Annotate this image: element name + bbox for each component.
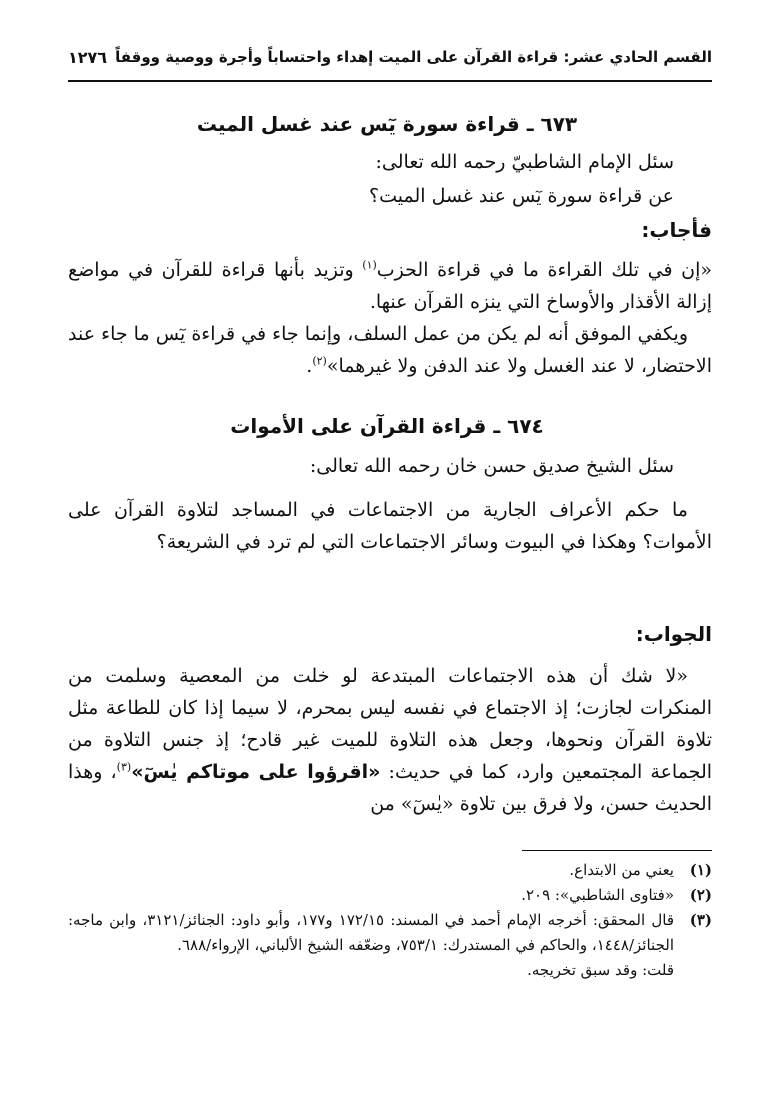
q673-answer-p1-cont: وتزيد بأنها قراءة للقرآن في مواضع إزالة الأقذار والأوساخ التي ينزه القرآن عنها.	[68, 259, 712, 313]
q673-answer-label: فأجاب:	[641, 218, 712, 242]
q674-answer-part-b: ، وهذا الحديث حسن، ولا فرق بين تلاوة «يٰسٓ» من	[68, 761, 712, 815]
q673-answer-p1-start: «إن في تلك القراءة ما في قراءة الحزب	[376, 259, 712, 281]
footnote-ref-3: (٣)	[116, 760, 132, 774]
q674-question: ما حكم الأعراف الجارية من الاجتماعات في المساجد لتلاوة القرآن على الأموات؟ وهكذا في البيوت وسائر الاجتماعات التي لم ترد في الشريعة؟	[68, 499, 712, 553]
footnote-item	[68, 858, 712, 883]
footnote-ref-1: (١)	[362, 258, 377, 272]
footnote-text: قال المحقق: أخرجه الإمام أحمد في المسند: ١٧٢/١٥ و١٧٧، وأبو داود: الجنائز/٣١٢١، وابن ماجه: الجنائز/١٤٤٨، والحاكم في المستدرك: ٧٥٣/١، وضعّفه الشيخ الألباني، الإرواء/٦٨٨.	[68, 911, 675, 954]
footnote-text: يعني من الابتداع.	[569, 861, 674, 879]
footnote-item	[68, 908, 712, 958]
page-header	[68, 42, 712, 82]
q673-answer-p2	[68, 318, 712, 382]
header-divider	[68, 80, 712, 82]
q674-answer	[68, 660, 712, 820]
footnote-number: (١)	[689, 861, 712, 879]
q673-answer-p1	[68, 254, 712, 318]
footnote-divider	[522, 850, 712, 851]
q674-answer-label: الجواب:	[635, 622, 712, 646]
footnotes	[68, 858, 712, 983]
hadith-quote: «اقرؤوا على موتاكم يٰسٓ»	[131, 761, 381, 783]
footnote-note-text: قلت: وقد سبق تخريجه.	[527, 961, 674, 979]
q674-asker: سئل الشيخ صديق حسن خان رحمه الله تعالى:	[309, 455, 674, 477]
heading-q673: ٦٧٣ ـ قراءة سورة يٓس عند غسل الميت	[196, 112, 578, 136]
q673-question: عن قراءة سورة يٓس عند غسل الميت؟	[369, 185, 674, 207]
page-number: ١٢٧٦	[68, 48, 108, 67]
q673-asker: سئل الإمام الشاطبيّ رحمه الله تعالى:	[375, 151, 674, 173]
q674-answer-part-a: «لا شك أن هذه الاجتماعات المبتدعة لو خلت من المعصية وسلمت من المنكرات لجازت؛ إذ الاجتماع في نفسه ليس بمحرم، لا سيما إذا كان للطاعة مثل تلاوة القرآن ونحوها، وجعل هذه التلاوة للميت غير قادح؛ إذ جنس التلاوة من الجماعة المجتمعين وارد، كما في حديث:	[68, 665, 713, 783]
footnote-item	[68, 883, 712, 908]
footnote-number: (٣)	[689, 911, 712, 929]
q673-answer-p2-end: .	[306, 355, 313, 377]
section-title: القسم الحادي عشر: قراءة القرآن على الميت إهداء واحتساباً وأجرة ووصية ووقفاً	[115, 48, 712, 66]
footnote-note	[68, 958, 712, 983]
footnote-ref-2: (٢)	[312, 354, 327, 368]
heading-q674: ٦٧٤ ـ قراءة القرآن على الأموات	[230, 414, 544, 438]
q673-answer-p2-text: ويكفي الموفق أنه لم يكن من عمل السلف، وإنما جاء في قراءة يٓس ما جاء عند الاحتضار، لا عند الغسل ولا عند الدفن ولا غيرهما»	[68, 323, 712, 377]
footnote-number: (٢)	[689, 886, 712, 904]
footnote-text: «فتاوى الشاطبي»: ٢٠٩.	[521, 886, 674, 904]
